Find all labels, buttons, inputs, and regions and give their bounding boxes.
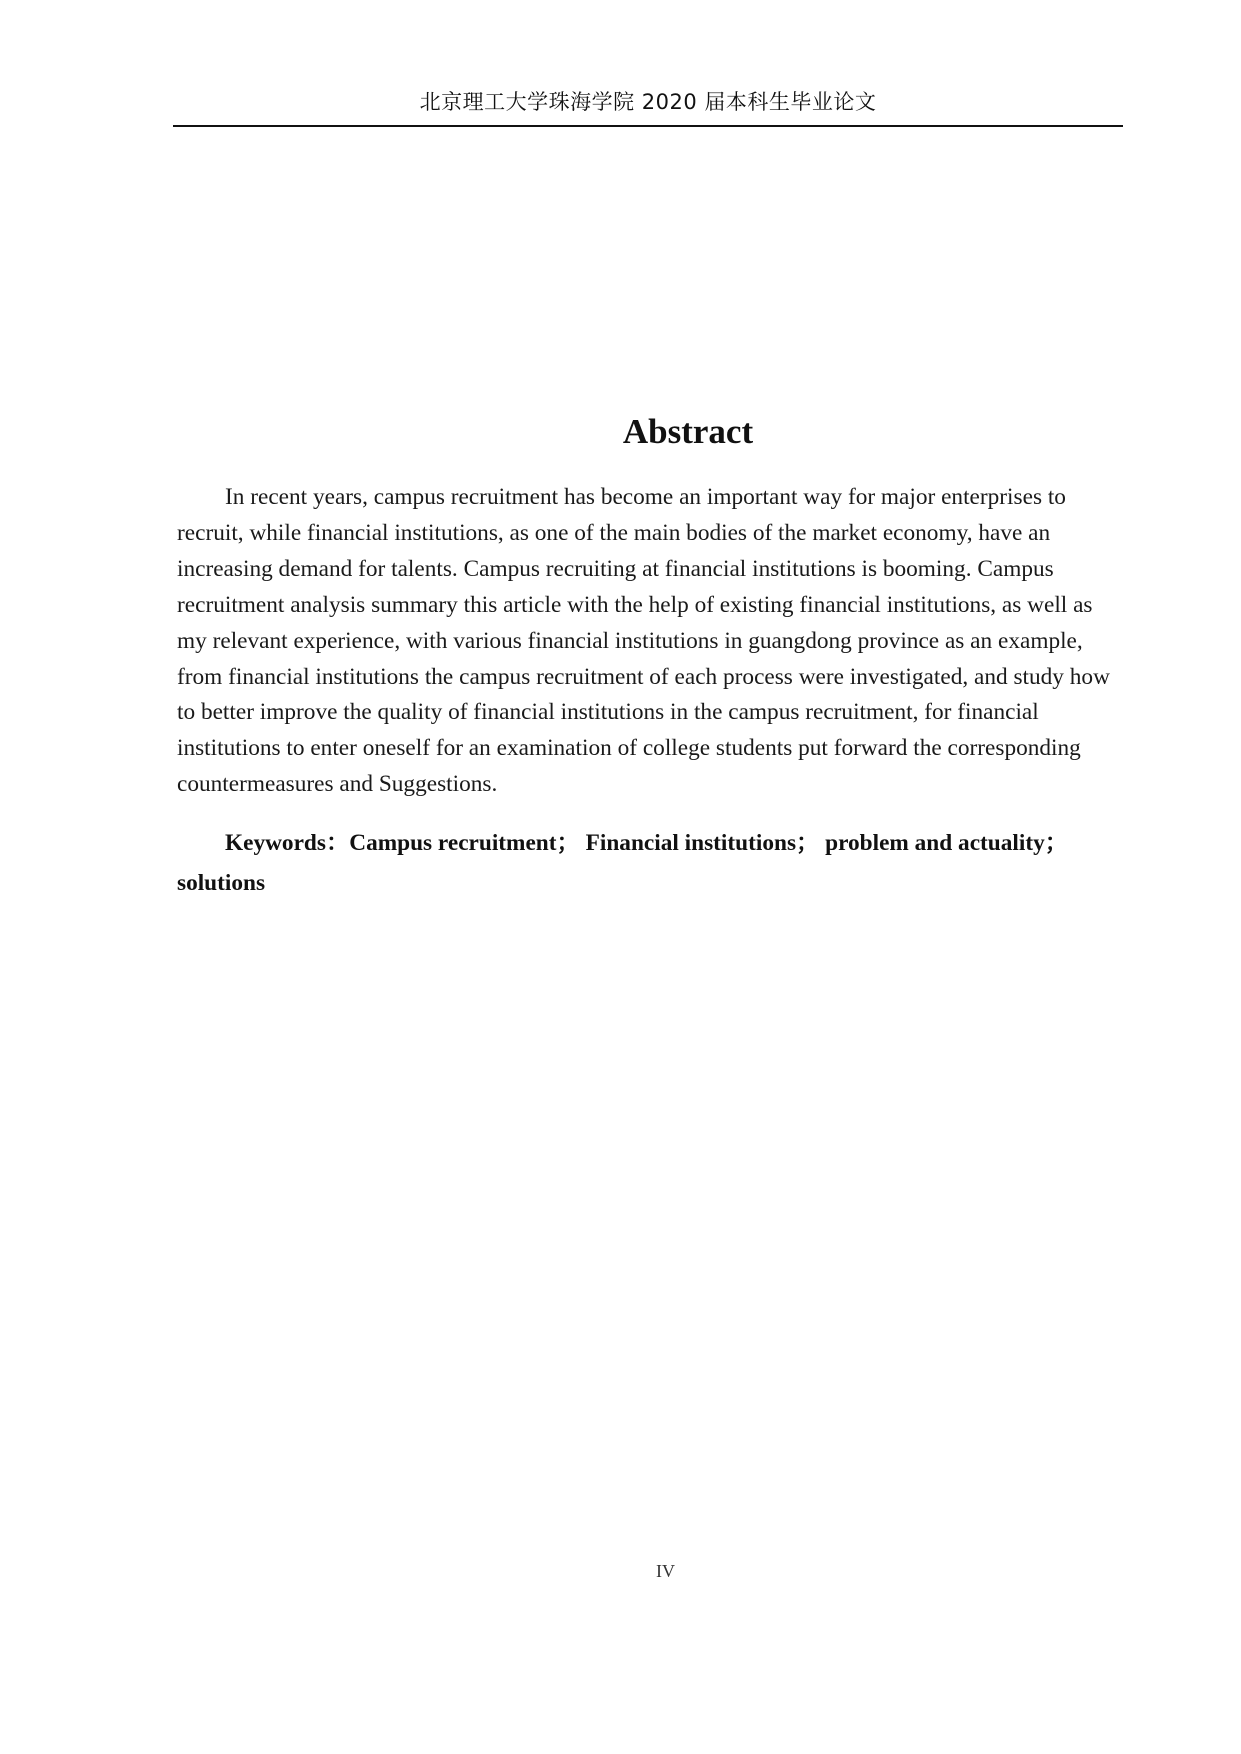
keywords-text: Campus recruitment； Financial institutions； problem and actuality； solutions [177,830,1069,896]
header-rule [173,125,1123,127]
page-number: IV [656,1561,675,1581]
abstract-paragraph: In recent years, campus recruitment has become an important way for major enterprises to recruit, while financial institutions, as one of the main bodies of the market economy, have an increasing demand for talents. Campus recruiting at financial institutions is booming. Campus recruitment analysis summary this article with the help of existing financial institutions, as well as my relevant experience, with various financial institutions in guangdong province as an example, from financial institutions the campus recruitment of each process were investigated, and study how to better improve the quality of financial institutions in the campus recruitment, for financial institutions to enter oneself for an examination of college students put forward the corresponding countermeasures and Suggestions. [177,484,1110,798]
abstract-heading: Abstract [622,412,754,451]
running-header: 北京理工大学珠海学院 2020 届本科生毕业论文 [419,90,877,114]
keywords-label: Keywords： [225,830,350,856]
keywords-line [177,823,1127,903]
